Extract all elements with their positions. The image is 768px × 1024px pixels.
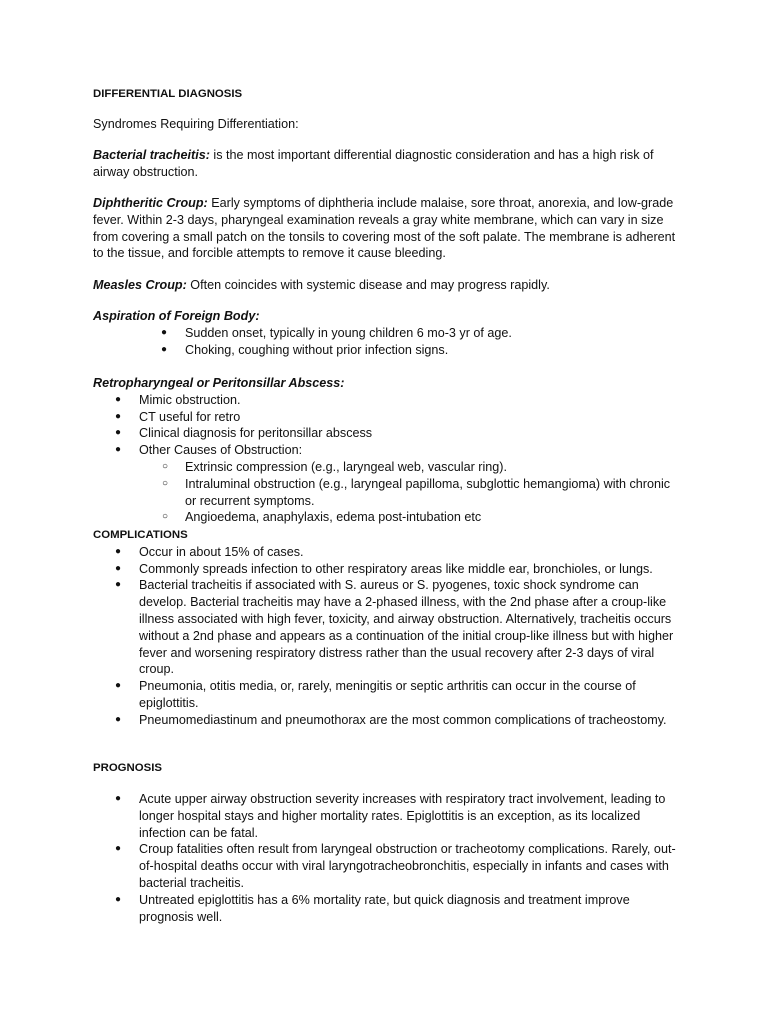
bullet-icon: ● (115, 545, 122, 557)
bullet-icon: ● (115, 579, 122, 591)
bullet-icon: ● (115, 427, 122, 439)
bullet-icon: ● (161, 343, 168, 355)
bullet-icon: ● (161, 326, 168, 338)
prognosis-section (93, 791, 683, 925)
diphtheritic-croup-paragraph (93, 195, 683, 262)
bullet-icon: ● (115, 793, 122, 804)
list-item: ● Occur in about 15% of cases. (115, 544, 304, 559)
bacterial-tracheitis-text: is the most important differential diagnostic consideration and has a high risk of airway obstruction. (93, 148, 654, 179)
bullet-icon: ● (115, 680, 122, 692)
foreign-body-label: Aspiration of Foreign Body: (93, 309, 260, 323)
bullet-icon: ● (115, 893, 122, 905)
foreign-body-list (93, 325, 683, 359)
bullet-icon: ● (115, 562, 122, 574)
measles-croup-text: Often coincides with systemic disease and may progress rapidly. (186, 278, 550, 292)
bullet-icon: ● (115, 410, 122, 422)
list-item: ● Commonly spreads infection to other respiratory areas like middle ear, bronchioles, or lungs. (115, 561, 653, 576)
bullet-icon: ● (115, 843, 122, 855)
complications-heading: COMPLICATIONS (93, 529, 188, 541)
syndromes-intro: Syndromes Requiring Differentiation: (93, 117, 299, 131)
circle-bullet-icon: ○ (162, 511, 169, 523)
list-item: ● Untreated epiglottitis has a 6% mortality rate, but quick diagnosis and treatment improve prognosis well. (115, 892, 630, 924)
abscess-list (93, 392, 683, 459)
list-item: ● Other Causes of Obstruction: (115, 443, 303, 458)
complications-list (93, 544, 683, 729)
list-item: ● Pneumonia, otitis media, or, rarely, meningitis or septic arthritis can occur in the course of epiglottitis. (115, 679, 636, 710)
foreign-body-section (93, 308, 683, 358)
bacterial-tracheitis-label: Bacterial tracheitis: (93, 148, 210, 162)
list-item: ● CT useful for retro (115, 409, 241, 424)
list-item: ○ Angioedema, anaphylaxis, edema post-intubation etc (162, 510, 482, 525)
circle-bullet-icon: ○ (162, 477, 169, 489)
measles-croup-label: Measles Croup: (93, 278, 187, 292)
diphtheritic-croup-text: Early symptoms of diphtheria include malaise, sore throat, anorexia, and low-grade fever. Within 2-3 days, pharyngeal examination reveals a gray white membrane, which can vary in size from covering a small patch on the tonsils to covering most of the soft palate. The membrane is adherent to the tissue, and forcible attempts to remove it cause bleeding. (93, 196, 676, 261)
list-item: ○ Extrinsic compression (e.g., laryngeal web, vascular ring). (162, 459, 507, 474)
circle-bullet-icon: ○ (162, 460, 169, 472)
list-item: ● Clinical diagnosis for peritonsillar abscess (115, 426, 373, 441)
measles-croup-paragraph (93, 277, 683, 294)
list-item: ● Croup fatalities often result from laryngeal obstruction or tracheotomy complications. Rarely, out-of-hospital deaths occur with viral laryngotracheobronchitis, especially in infants and cases with bacterial tracheitis. (115, 842, 676, 890)
list-item: ● Sudden onset, typically in young children 6 mo-3 yr of age. (161, 325, 512, 340)
prognosis-list (93, 791, 683, 925)
list-item: ● Acute upper airway obstruction severity increases with respiratory tract involvement, leading to longer hospital stays and higher mortality rates. Epiglottitis is an exception, as its localized infection can be fatal. (115, 792, 666, 840)
bacterial-tracheitis-paragraph (93, 147, 683, 181)
prognosis-heading: PROGNOSIS (93, 762, 162, 774)
diphtheritic-croup-label: Diphtheritic Croup: (93, 196, 208, 210)
other-causes-sublist (93, 459, 683, 526)
list-item: ○ Intraluminal obstruction (e.g., laryngeal papilloma, subglottic hemangioma) with chronic or recurrent symptoms. (162, 476, 671, 508)
list-item: ● Pneumomediastinum and pneumothorax are the most common complications of tracheostomy. (115, 712, 667, 727)
abscess-section (93, 375, 683, 526)
list-item: ● Bacterial tracheitis if associated with S. aureus or S. pyogenes, toxic shock syndrome can develop. Bacterial tracheitis may have a 2-phased illness, with the 2nd phase after a croup-like illness associated with high fever, toxicity, and airway obstruction. Alternatively, tracheitis occurs without a 2nd phase and appears as a continuation of the initial croup-like illness but with higher fever and worsening respiratory distress rather than the usual recovery after 2-3 days of viral croup. (115, 578, 674, 677)
abscess-label: Retropharyngeal or Peritonsillar Abscess: (93, 376, 345, 390)
list-item: ● Mimic obstruction. (115, 392, 241, 407)
bullet-icon: ● (115, 393, 122, 405)
differential-diagnosis-heading: DIFFERENTIAL DIAGNOSIS (93, 88, 243, 100)
list-item: ● Choking, coughing without prior infection signs. (161, 342, 449, 357)
bullet-icon: ● (115, 444, 122, 456)
complications-section (93, 527, 683, 729)
bullet-icon: ● (115, 713, 122, 725)
